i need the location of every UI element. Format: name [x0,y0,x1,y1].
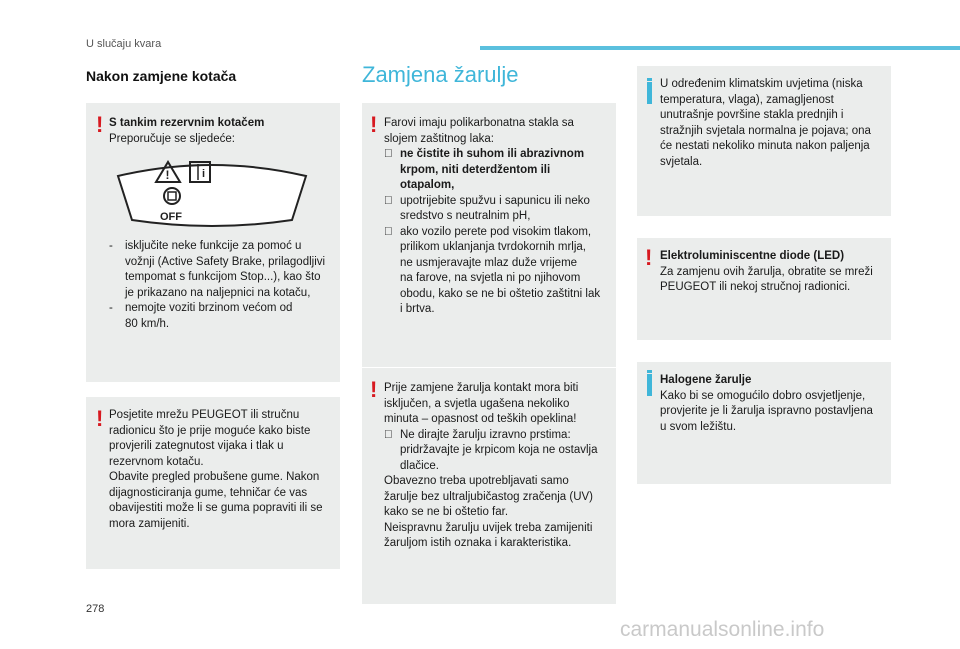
list-item: Ne dirajte žarulju izravno prstima: pridržavajte je krpicom koja ne ostavlja dlačice. [384,428,614,475]
halogen-heading: Halogene žarulje [660,374,752,386]
watermark: carmanualsonline.info [620,618,825,641]
condensation-info-box [637,66,891,216]
led-heading: Elektroluminiscentne diode (LED) [660,250,845,262]
square-marker [384,428,393,444]
warning-icon: ! [645,245,653,270]
svg-text:!: ! [165,168,170,182]
headlamp-care-box [362,103,616,367]
spare-wheel-heading: S tankim rezervnim kotačem [109,117,265,129]
workshop-visit-text: Posjetite mrežu PEUGEOT ili stručnu radionicu što je prije moguće kako biste provjerili zategnutost vijaka i tlak u rezervnom kotaču. Obavite pregled probušene gume. Nakon dijagnosticiranja gume, tehničar će vas obavijestiti može li se guma popraviti ili se mora zamijeniti. [109,409,323,530]
spare-wheel-list [101,239,337,332]
led-warning-box [637,238,891,340]
section-header: U slučaju kvara [86,38,162,50]
bulb-replacement-box [362,368,616,604]
halogen-info-box [637,362,891,484]
page-number: 278 [86,603,105,615]
chapter-title: Zamjena žarulje [362,62,519,87]
condensation-info-text: U određenim klimatskim uvjetima (niska temperatura, vlaga), zamagljenost unutrašnje površine stakla prednjih i stražnjih svjetala normalna je pojava; ona će nestati nekoliko minuta nakon paljenja svjetala. [660,78,871,168]
list-item: - nemojte voziti brzinom većom od 80 km/h. [109,302,293,330]
square-marker [384,147,393,163]
warning-icon: ! [370,112,378,137]
dash-marker: - [109,302,113,314]
bulb-replacement-text: Prije zamjene žarulja kontakt mora biti isključen, a svjetla ugašena nekoliko minuta – opasnost od teških opeklina! Ne dirajte žarulju izravno prstima: pridržavajte je krpicom koja ne ostavlja dlačice. Obavezno treba upotrebljavati samo žarulje bez ultraljubičastog zračenja (UV) kako se ne bi oštetio far. Neispravnu žarulju uvijek treba zamijeniti žaruljom istih oznaka i karakteristika. [384,381,614,552]
list-item: upotrijebite spužvu i sapunicu ili neko sredstvo s neutralnim pH, [384,194,614,225]
halogen-info-text: Halogene žarulje Kako bi se omogućilo dobro osvjetljenje, provjerite je li žarulja ispravno postavljena u svom ležištu. [660,373,888,435]
square-marker [384,225,393,241]
list-item: ako vozilo perete pod visokim tlakom, prilikom uklanjanja tvrdokornih mrlja, ne usmjeravajte mlaz duže vrijeme na farove, na svjetla ni po njihovom obodu, kako se ne bi oštetio zaštitni lak i brtva. [384,225,614,318]
info-icon [647,82,652,104]
warning-icon: ! [96,112,104,137]
headlamp-care-text: Farovi imaju polikarbonatna stakla sa slojem zaštitnog laka: ne čistite ih suhom ili abrazivnom krpom, niti deterdžentom ili otapalom, upotrijebite spužvu i sapunicu ili neko sredstvo s neutralnim pH, ako vozilo perete pod visokim tlakom, prilikom uklanjanja tvrdokornih mrlja, ne usmjeravajte mlaz duže vrijeme na farove, na svjetla ni po njihovom obodu, kako se ne bi oštetio zaštitni lak i brtva. [384,116,614,318]
list-item: ne čistite ih suhom ili abrazivnom krpom, niti deterdžentom ili otapalom, [384,147,614,194]
workshop-visit-box [86,397,340,569]
square-marker [384,194,393,210]
warning-icon: ! [370,377,378,402]
off-label: OFF [160,211,182,223]
led-warning-text: Elektroluminiscentne diode (LED) Za zamjenu ovih žarulja, obratite se mreži PEUGEOT ili nekoj stručnoj radionici. [660,249,888,296]
list-item: - isključite neke funkcije za pomoć u vožnji (Active Safety Brake, prilagodljivi tempomat s funkcijom Stop...), kao što je prikazano na naljepnici na kotaču, [109,240,326,299]
spare-wheel-intro: Preporučuje se sljedeće: [109,132,235,145]
wheel-label-icon [112,158,312,228]
left-section-title: Nakon zamjene kotača [86,68,237,84]
svg-text:i: i [202,168,206,180]
spare-wheel-box [86,103,340,382]
warning-icon: ! [96,406,104,431]
info-icon [647,374,652,396]
dash-marker: - [109,240,113,252]
header-accent-bar [480,46,960,50]
